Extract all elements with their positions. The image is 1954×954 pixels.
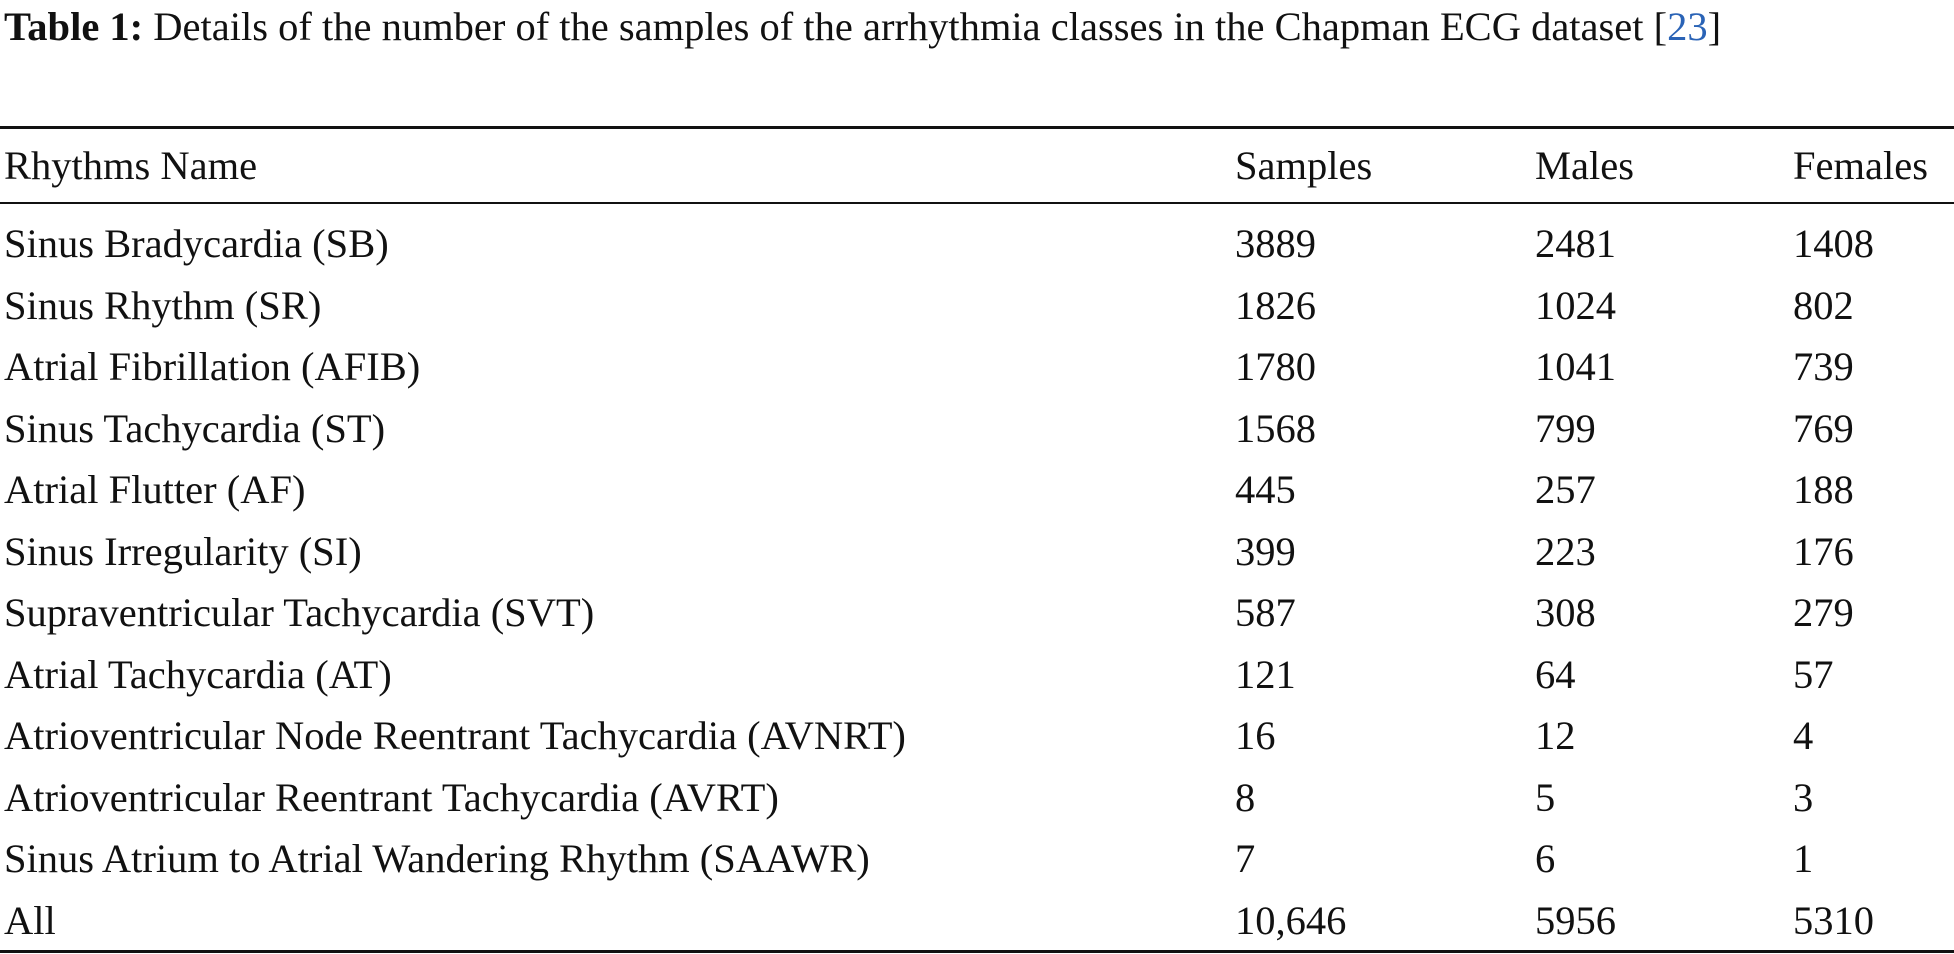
cell-samples: 1780 xyxy=(1235,344,1316,389)
cell-rhythm-name: Atrial Fibrillation (AFIB) xyxy=(4,344,421,389)
cell-males: 799 xyxy=(1535,405,1596,451)
table-row xyxy=(0,521,1954,583)
cell-rhythm-name: Atrial Tachycardia (AT) xyxy=(4,651,392,697)
cell-rhythm-name: Sinus Tachycardia (ST) xyxy=(4,405,386,451)
table-row xyxy=(0,705,1954,767)
cell-females: 1 xyxy=(1793,836,1814,881)
header-rhythms-name: Rhythms Name xyxy=(4,143,258,188)
cell-males: 64 xyxy=(1535,651,1576,697)
table-total-row xyxy=(0,890,1954,952)
cell-rhythm-name: Atrioventricular Reentrant Tachycardia (AVRT) xyxy=(4,774,779,820)
cell-males: 257 xyxy=(1535,467,1596,512)
cell-males: 2481 xyxy=(1535,221,1616,266)
cell-females: 4 xyxy=(1793,713,1814,758)
table-row xyxy=(0,336,1954,398)
cell-samples: 1826 xyxy=(1235,282,1316,328)
header-samples: Samples xyxy=(1235,143,1373,188)
cell-males: 1041 xyxy=(1535,344,1616,389)
cell-samples: 10,646 xyxy=(1235,897,1347,943)
cell-rhythm-name: Sinus Irregularity (SI) xyxy=(4,528,362,574)
citation-link[interactable]: 23 xyxy=(1667,4,1708,49)
table-bottom-rule xyxy=(0,950,1954,953)
table-row xyxy=(0,398,1954,460)
cell-females: 279 xyxy=(1793,590,1854,635)
cell-females: 188 xyxy=(1793,467,1854,512)
cell-males: 223 xyxy=(1535,528,1596,574)
cell-males: 5956 xyxy=(1535,897,1616,943)
table-top-rule xyxy=(0,126,1954,129)
cell-rhythm-name: Supraventricular Tachycardia (SVT) xyxy=(4,590,595,635)
cell-samples: 587 xyxy=(1235,590,1296,635)
cell-samples: 8 xyxy=(1235,774,1256,820)
cell-samples: 16 xyxy=(1235,713,1276,758)
cell-samples: 3889 xyxy=(1235,221,1316,266)
cell-samples: 121 xyxy=(1235,651,1296,697)
cell-rhythm-name: All xyxy=(4,897,56,943)
cell-samples: 1568 xyxy=(1235,405,1316,451)
cell-females: 739 xyxy=(1793,344,1854,389)
header-females: Females xyxy=(1793,143,1928,188)
cell-males: 1024 xyxy=(1535,282,1616,328)
table-header-row xyxy=(0,135,1954,197)
table-row xyxy=(0,828,1954,890)
table-header-rule xyxy=(0,202,1954,204)
cell-females: 5310 xyxy=(1793,897,1874,943)
cell-samples: 7 xyxy=(1235,836,1256,881)
cell-rhythm-name: Atrial Flutter (AF) xyxy=(4,467,306,512)
table-row xyxy=(0,767,1954,829)
cell-females: 57 xyxy=(1793,651,1834,697)
cell-females: 769 xyxy=(1793,405,1854,451)
cell-rhythm-name: Sinus Bradycardia (SB) xyxy=(4,221,389,266)
table-row xyxy=(0,275,1954,337)
table-caption xyxy=(4,0,1950,54)
table-row xyxy=(0,644,1954,706)
cell-males: 5 xyxy=(1535,774,1556,820)
table-row xyxy=(0,582,1954,644)
cell-females: 176 xyxy=(1793,528,1854,574)
cell-males: 308 xyxy=(1535,590,1596,635)
cell-males: 6 xyxy=(1535,836,1556,881)
cell-rhythm-name: Sinus Rhythm (SR) xyxy=(4,282,322,328)
caption-label: Table 1: xyxy=(4,4,144,49)
cell-rhythm-name: Sinus Atrium to Atrial Wandering Rhythm (SAAWR) xyxy=(4,836,870,881)
caption-text: Details of the number of the samples of the arrhythmia classes in the Chapman ECG dataset [ xyxy=(143,4,1668,49)
header-males: Males xyxy=(1535,143,1634,188)
cell-samples: 399 xyxy=(1235,528,1296,574)
table-row xyxy=(0,213,1954,275)
cell-females: 802 xyxy=(1793,282,1854,328)
cell-rhythm-name: Atrioventricular Node Reentrant Tachycardia (AVNRT) xyxy=(4,713,906,758)
cell-females: 3 xyxy=(1793,774,1814,820)
table-row xyxy=(0,459,1954,521)
cell-females: 1408 xyxy=(1793,221,1874,266)
caption-text-end: ] xyxy=(1707,4,1722,49)
cell-males: 12 xyxy=(1535,713,1576,758)
cell-samples: 445 xyxy=(1235,467,1296,512)
